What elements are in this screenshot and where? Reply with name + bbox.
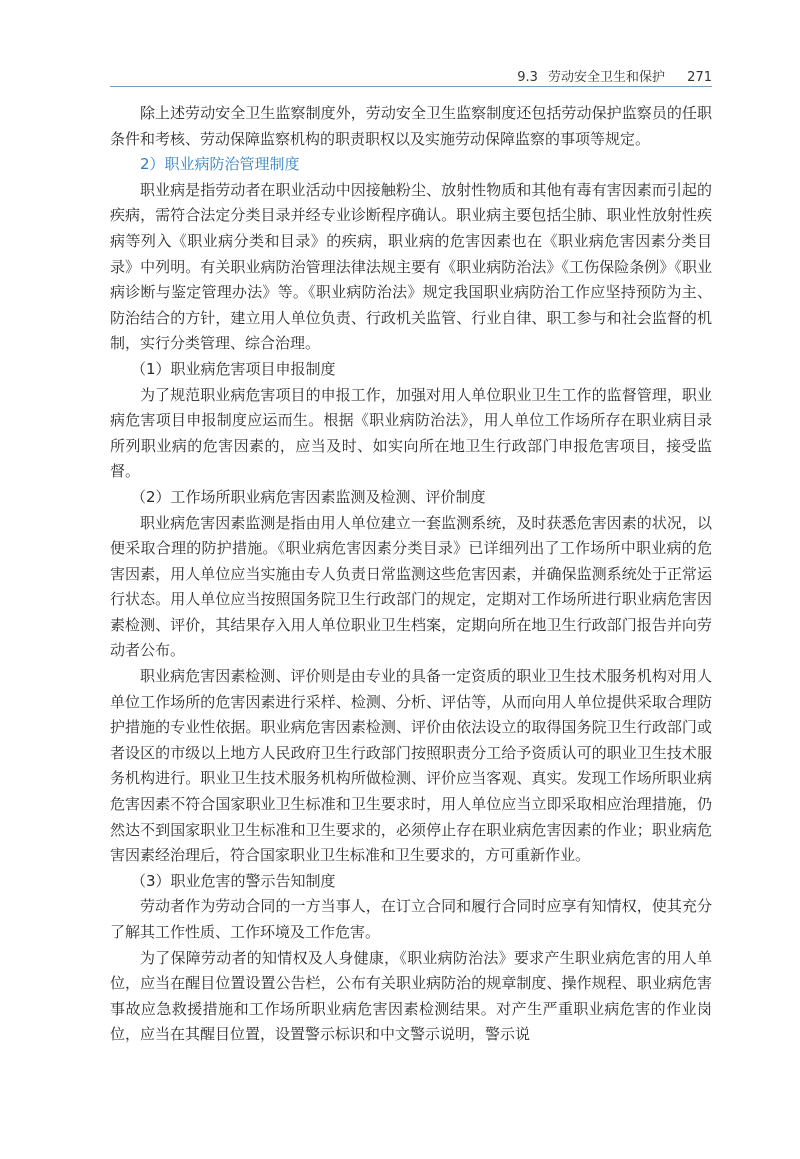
section-title: 劳动安全卫生和保护 — [548, 70, 666, 85]
item-heading: （1）职业病危害项目申报制度 — [131, 359, 336, 378]
running-header — [110, 64, 712, 87]
paragraph: 职业病是指劳动者在职业活动中因接触粉尘、放射性物质和其他有毒有害因素而引起的疾病，需符合法定分类目录并经专业诊断程序确认。职业病主要包括尘肺、职业性放射性疾病等列入《职业病分类和目录》的疾病，职业病的危害因素也在《职业病危害因素分类目录》中列明。有关职业病防治管理法律法规主要有《职业病防治法》《工伤保险条例》《职业病诊断与鉴定管理办法》等。《职业病防治法》规定我国职业病防治工作应坚持预防为主、防治结合的方针，建立用人单位负责、行政机关监管、行业自律、职工参与和社会监督的机制，实行分类管理、综合治理。 — [110, 180, 712, 353]
paragraph: 劳动者作为劳动合同的一方当事人，在订立合同和履行合同时应享有知情权，使其充分了解其工作性质、工作环境及工作危害。 — [110, 897, 712, 941]
header-text — [517, 66, 712, 85]
body-text — [110, 101, 712, 1048]
item-heading: （2）工作场所职业病危害因素监测及检测、评价制度 — [131, 487, 486, 506]
paragraph: 为了保障劳动者的知情权及人身健康，《职业病防治法》要求产生职业病危害的用人单位，应当在醒目位置设置公告栏，公布有关职业病防治的规章制度、操作规程、职业病危害事故应急救援措施和工作场所职业病危害因素检测结果。对产生严重职业病危害的作业岗位，应当在其醒目位置，设置警示标识和中文警示说明，警示说 — [110, 948, 712, 1044]
paragraph: 职业病危害因素检测、评价则是由专业的具备一定资质的职业卫生技术服务机构对用人单位工作场所的危害因素进行采样、检测、分析、评估等，从而向用人单位提供采取合理防护措施的专业性依据。职业病危害因素检测、评价由依法设立的取得国务院卫生行政部门或者设区的市级以上地方人民政府卫生行政部门按照职责分工给予资质认可的职业卫生技术服务机构进行。职业卫生技术服务机构所做检测、评价应当客观、真实。发现工作场所职业病危害因素不符合国家职业卫生标准和卫生要求时，用人单位应当立即采取相应治理措施，仍然达不到国家职业卫生标准和卫生要求的，必须停止存在职业病危害因素的作业；职业病危害因素经治理后，符合国家职业卫生标准和卫生要求的，方可重新作业。 — [110, 667, 712, 865]
paragraph: 为了规范职业病危害项目的申报工作，加强对用人单位职业卫生工作的监督管理，职业病危害项目申报制度应运而生。根据《职业病防治法》，用人单位工作场所存在职业病目录所列职业病的危害因素的，应当及时、如实向所在地卫生行政部门申报危害项目，接受监督。 — [110, 385, 712, 481]
item-heading: （3）职业危害的警示告知制度 — [131, 871, 336, 890]
subsection-heading: 2）职业病防治管理制度 — [140, 155, 300, 174]
page-number: 271 — [687, 70, 712, 85]
section-number: 9.3 — [517, 70, 538, 85]
paragraph: 职业病危害因素监测是指由用人单位建立一套监测系统，及时获悉危害因素的状况，以便采取合理的防护措施。《职业病危害因素分类目录》已详细列出了工作场所中职业病的危害因素，用人单位应当实施由专人负责日常监测这些危害因素，并确保监测系统处于正常运行状态。用人单位应当按照国务院卫生行政部门的规定，定期对工作场所进行职业病危害因素检测、评价，其结果存入用人单位职业卫生档案，定期向所在地卫生行政部门报告并向劳动者公布。 — [110, 513, 712, 660]
paragraph: 除上述劳动安全卫生监察制度外，劳动安全卫生监察制度还包括劳动保护监察员的任职条件和考核、劳动保障监察机构的职责职权以及实施劳动保障监察的事项等规定。 — [110, 104, 712, 148]
